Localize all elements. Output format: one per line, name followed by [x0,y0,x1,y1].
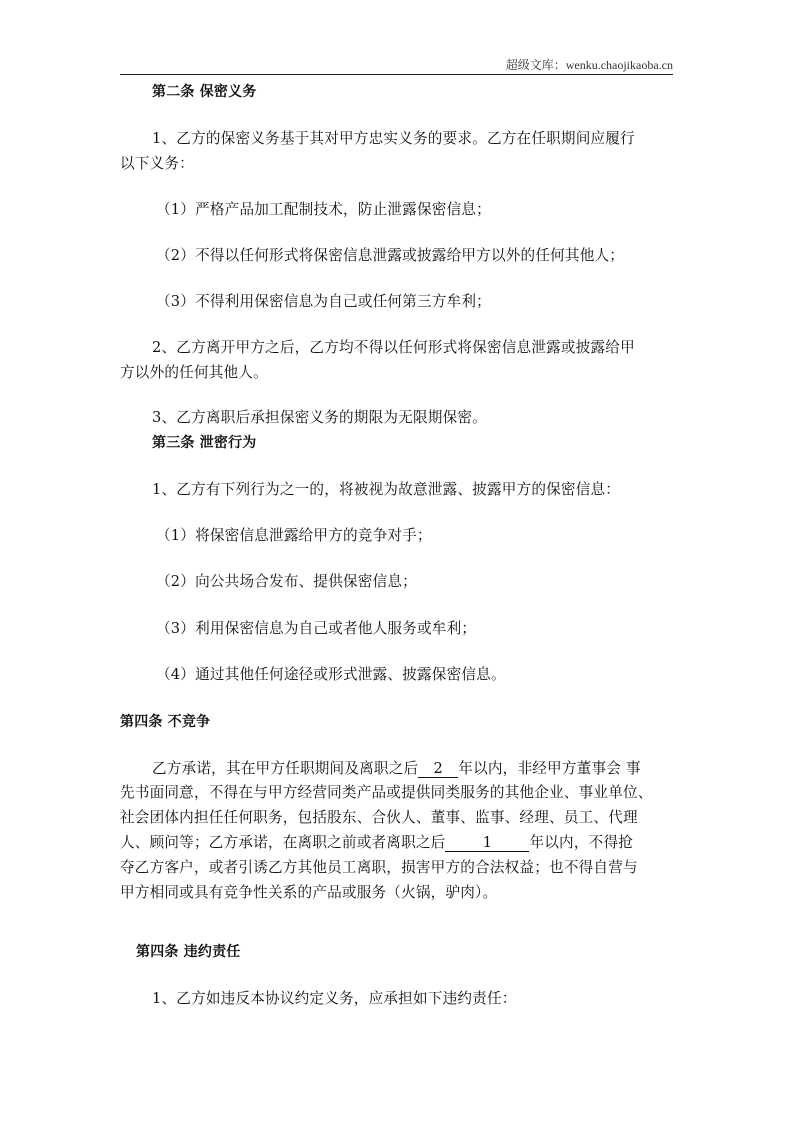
article-2-paragraph-2-line-1: 2、乙方离开甲方之后，乙方均不得以任何形式将保密信息泄露或披露给甲 [152,339,635,356]
non-compete-years-blank: 2 [418,761,458,778]
non-solicit-years-blank: 1 [445,835,529,852]
article-3-item-4: （4）通过其他任何途径或形式泄露、披露保密信息。 [156,666,506,683]
article-4-line-4-after: 年以内，不得抢 [529,834,634,851]
article-2-item-1: （1）严格产品加工配制技术，防止泄露保密信息； [156,201,491,218]
article-4-line-5: 夺乙方客户，或者引诱乙方其他员工离职，损害甲方的合法权益；也不得自营与 [120,859,638,876]
article-2-item-2: （2）不得以任何形式将保密信息泄露或披露给甲方以外的任何其他人； [156,247,625,264]
breach-liability-title: 第四条 违约责任 [136,944,241,960]
article-2-title: 第二条 保密义务 [152,84,257,100]
article-3-item-3: （3）利用保密信息为自己或者他人服务或牟利； [156,620,477,637]
article-4-line-1 [120,759,705,779]
article-3-paragraph-1: 1、乙方有下列行为之一的，将被视为故意泄露、披露甲方的保密信息： [152,481,621,498]
article-2-paragraph-3: 3、乙方离职后承担保密义务的期限为无限期保密。 [152,409,487,426]
article-4-line-6: 甲方相同或具有竞争性关系的产品或服务（火锅，驴肉）。 [120,884,498,901]
page-header [120,52,673,75]
article-2-item-3: （3）不得利用保密信息为自己或任何第三方牟利； [156,293,491,310]
article-2-paragraph-1-line-2: 以下义务： [120,155,194,172]
article-3-item-2: （2）向公共场合发布、提供保密信息； [156,573,417,590]
article-3-title: 第三条 泄密行为 [152,435,257,451]
article-4-line-1-before: 乙方承诺，其在甲方任职期间及离职之后 [152,760,419,777]
header-source-text: 超级文库：wenku.chaojikaoba.cn [505,58,673,72]
article-4-line-4 [120,833,673,853]
article-3-item-1: （1）将保密信息泄露给甲方的竞争对手； [156,527,432,544]
article-4-line-2: 先书面同意，不得在与甲方经营同类产品或提供同类服务的其他企业、事业单位、 [120,784,653,801]
article-2-paragraph-1-line-1: 1、乙方的保密义务基于其对甲方忠实义务的要求。乙方在任职期间应履行 [152,130,635,147]
article-4-line-4-before: 人、顾问等；乙方承诺，在离职之前或者离职之后 [120,834,446,851]
article-4-title: 第四条 不竞争 [120,714,211,730]
article-2-paragraph-2-line-2: 方以外的任何其他人。 [120,364,268,381]
article-4-line-3: 社会团体内担任任何职务，包括股东、合伙人、董事、监事、经理、员工、代理 [120,809,638,826]
breach-liability-paragraph-1: 1、乙方如违反本协议约定义务，应承担如下违约责任： [152,990,517,1007]
article-4-line-1-after: 年以内，非经甲方董事会 事 [458,760,641,777]
